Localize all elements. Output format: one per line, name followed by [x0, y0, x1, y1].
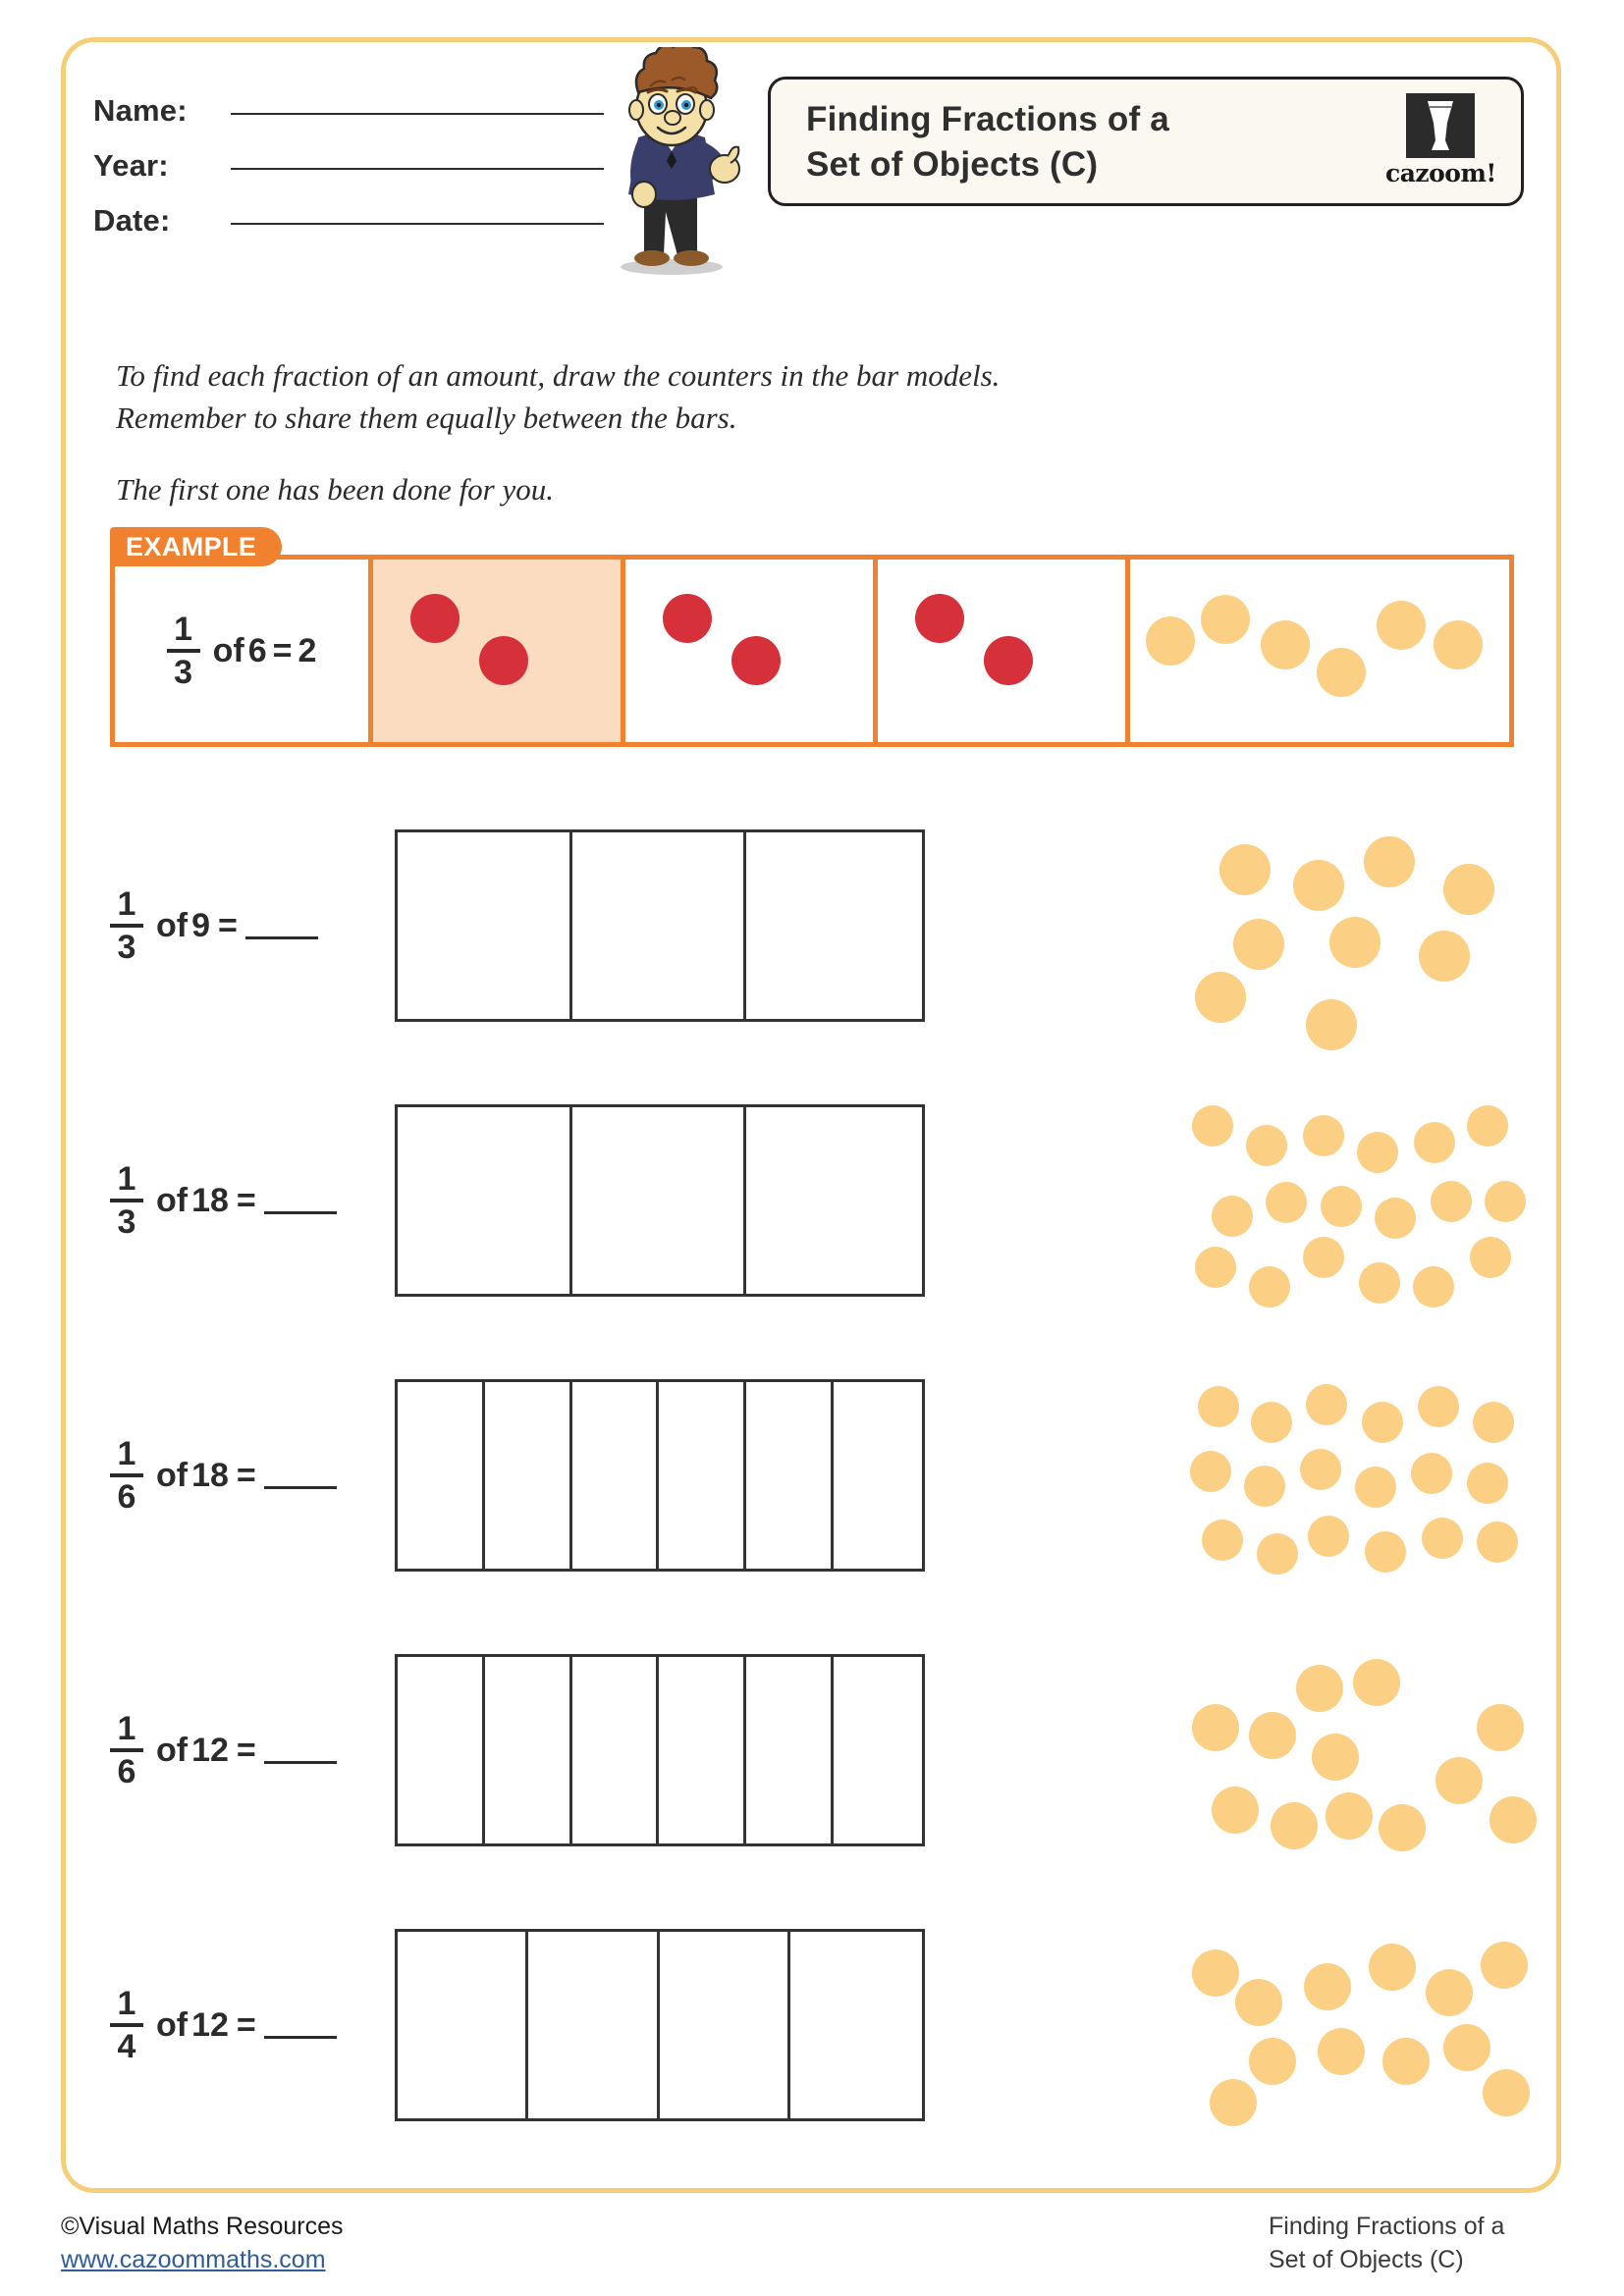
counter-dot: [1235, 1979, 1282, 2026]
question-4-bar-model[interactable]: [395, 1654, 925, 1846]
name-field-label: Name:: [93, 93, 188, 128]
question-4-denominator: 6: [117, 1752, 136, 1790]
question-1-denominator: 3: [117, 928, 136, 966]
question-1-counter-pool: [1190, 823, 1514, 1029]
question-2-of-word: of: [156, 1181, 189, 1219]
counter-dot: [1246, 1125, 1287, 1166]
counter-dot: [1249, 1712, 1296, 1759]
question-3-amount: 18: [191, 1456, 229, 1494]
question-3-answer-blank[interactable]: [264, 1486, 337, 1489]
cazoom-wordmark: cazoom!: [1385, 159, 1496, 187]
example-denominator: 3: [174, 653, 193, 691]
question-1-amount: 9: [191, 906, 211, 944]
counter-dot: [1304, 1963, 1351, 2010]
example-amount: 6: [247, 631, 267, 669]
counter-dot: [1201, 595, 1250, 644]
question-5-expression: [110, 1922, 375, 2128]
question-3-equals-sign: =: [236, 1456, 256, 1494]
counter-dot: [1249, 1266, 1290, 1308]
name-field-writing-line[interactable]: [231, 112, 604, 115]
counter-dot: [1357, 1132, 1398, 1173]
counter-dot: [1477, 1522, 1518, 1563]
example-fraction: [167, 613, 200, 689]
counter-dot: [1434, 620, 1483, 669]
example-of-word: of: [212, 631, 244, 669]
counter-dot: [1431, 1181, 1472, 1222]
counter-dot: [1233, 919, 1284, 970]
counter-dot: [1192, 1704, 1239, 1751]
question-row-2: [110, 1097, 1514, 1304]
question-2-bar-cell-2[interactable]: [572, 1107, 747, 1294]
worksheet-title-line1: Finding Fractions of a: [806, 100, 1169, 138]
question-5-denominator: 4: [117, 2027, 136, 2065]
counter-dot: [410, 594, 460, 643]
counter-dot: [915, 594, 964, 643]
question-5-bar-cell-2[interactable]: [528, 1932, 659, 2118]
question-4-bar-cell-2[interactable]: [485, 1657, 572, 1843]
question-3-fraction: [110, 1437, 143, 1514]
question-5-fraction: [110, 1987, 143, 2063]
question-4-of-word: of: [156, 1731, 189, 1769]
question-row-5: [110, 1922, 1514, 2128]
footer-left: [61, 2211, 344, 2277]
example-row: [110, 555, 1514, 747]
example-answer: 2: [298, 631, 317, 669]
example-tab-label: EXAMPLE: [110, 527, 282, 566]
question-3-bar-cell-5[interactable]: [746, 1382, 834, 1569]
example-equals-sign: =: [272, 631, 293, 669]
question-2-amount: 18: [191, 1181, 229, 1219]
counter-dot: [1192, 1949, 1239, 1997]
question-5-bar-model[interactable]: [395, 1929, 925, 2121]
question-2-expression: [110, 1097, 375, 1304]
counter-dot: [1414, 1122, 1455, 1163]
instruction-spacer: [116, 440, 1255, 469]
question-1-bar-cell-3[interactable]: [746, 832, 921, 1019]
counter-dot: [1379, 1804, 1426, 1851]
cazoom-hourglass-icon: [1406, 93, 1475, 158]
counter-dot: [1308, 1516, 1349, 1557]
counter-dot: [984, 636, 1033, 685]
counter-dot: [1317, 648, 1366, 697]
name-field-row: [93, 93, 604, 148]
counter-dot: [1467, 1105, 1508, 1147]
example-expression-cell: [115, 560, 373, 742]
counter-dot: [1257, 1533, 1298, 1575]
question-3-counter-pool: [1190, 1372, 1514, 1578]
question-3-bar-cell-3[interactable]: [572, 1382, 660, 1569]
counter-dot: [1212, 1196, 1253, 1237]
question-4-bar-cell-5[interactable]: [746, 1657, 834, 1843]
counter-dot: [1249, 2038, 1296, 2085]
counter-dot: [1483, 2069, 1530, 2116]
question-row-3: [110, 1372, 1514, 1578]
counter-dot: [1418, 1386, 1459, 1427]
counter-dot: [1426, 1969, 1473, 2016]
question-5-of-word: of: [156, 2005, 189, 2044]
question-4-bar-cell-4[interactable]: [659, 1657, 746, 1843]
counter-dot: [1195, 972, 1246, 1023]
question-5-answer-blank[interactable]: [264, 2036, 337, 2039]
question-5-numerator: 1: [117, 1985, 136, 2023]
question-1-of-word: of: [156, 906, 189, 944]
question-4-counter-pool: [1190, 1647, 1514, 1853]
footer-copyright: ©Visual Maths Resources: [61, 2213, 344, 2240]
counter-dot: [1146, 616, 1195, 666]
student-info-fields: [93, 93, 604, 258]
question-4-expression: [110, 1647, 375, 1853]
question-5-bar-cell-3[interactable]: [660, 1932, 790, 2118]
question-4-fraction: [110, 1712, 143, 1789]
question-2-bar-cell-1[interactable]: [398, 1107, 572, 1294]
counter-dot: [1326, 1792, 1373, 1840]
year-field-row: [93, 148, 604, 203]
question-4-bar-cell-6[interactable]: [834, 1657, 921, 1843]
instruction-line-2: Remember to share them equally between the bars.: [116, 400, 737, 435]
counter-dot: [1261, 620, 1310, 669]
counter-dot: [1413, 1266, 1454, 1308]
counter-dot: [1219, 844, 1271, 895]
question-1-expression: [110, 823, 375, 1029]
counter-dot: [1266, 1182, 1307, 1223]
instruction-line-1: To find each fraction of an amount, draw the counters in the bar models.: [116, 358, 1001, 393]
footer-title-line2: Set of Objects (C): [1269, 2245, 1464, 2273]
counter-dot: [1375, 1198, 1416, 1239]
counter-dot: [1422, 1518, 1463, 1559]
footer-right: [1269, 2211, 1563, 2277]
counter-dot: [1312, 1734, 1359, 1781]
example-counter-pool: [1130, 560, 1509, 742]
question-3-bar-cell-6[interactable]: [834, 1382, 921, 1569]
counter-dot: [1364, 836, 1415, 887]
question-5-equals-sign: =: [236, 2005, 256, 2044]
counter-dot: [1485, 1181, 1526, 1222]
question-5-amount: 12: [191, 2005, 229, 2044]
example-expression: [167, 613, 317, 689]
counter-dot: [1271, 1802, 1318, 1849]
example-bar-cell-2: [625, 560, 878, 742]
date-field-label: Date:: [93, 203, 171, 238]
counter-dot: [663, 594, 712, 643]
question-4-bar-cell-3[interactable]: [572, 1657, 660, 1843]
question-2-equals-sign: =: [236, 1181, 256, 1219]
counter-dot: [1355, 1467, 1396, 1508]
counter-dot: [1467, 1463, 1508, 1504]
question-row-4: [110, 1647, 1514, 1853]
instruction-line-3: The first one has been done for you.: [116, 471, 555, 507]
counter-dot: [1210, 2079, 1257, 2126]
question-1-bar-cell-2[interactable]: [572, 832, 747, 1019]
question-row-1: [110, 823, 1514, 1029]
counter-dot: [1365, 1531, 1406, 1573]
question-3-bar-cell-1[interactable]: [398, 1382, 485, 1569]
counter-dot: [1192, 1105, 1233, 1147]
example-block: [110, 532, 1514, 747]
counter-dot: [1296, 1665, 1343, 1712]
question-2-bar-model[interactable]: [395, 1104, 925, 1297]
counter-dot: [1362, 1402, 1403, 1443]
year-field-label: Year:: [93, 148, 169, 183]
counter-dot: [1411, 1453, 1452, 1494]
question-1-equals-sign: =: [218, 906, 238, 944]
counter-dot: [1293, 860, 1344, 911]
counter-dot: [1359, 1262, 1400, 1304]
year-field-writing-line[interactable]: [231, 167, 604, 170]
counter-dot: [1202, 1520, 1243, 1561]
counter-dot: [1477, 1704, 1524, 1751]
counter-dot: [1190, 1451, 1231, 1492]
counter-dot: [1382, 2038, 1430, 2085]
footer-title-line1: Finding Fractions of a: [1269, 2213, 1505, 2240]
question-3-denominator: 6: [117, 1477, 136, 1516]
worksheet-title: [806, 97, 1317, 187]
example-numerator: 1: [174, 611, 193, 649]
counter-dot: [1419, 931, 1470, 982]
question-1-bar-cell-1[interactable]: [398, 832, 572, 1019]
footer-website-link[interactable]: www.cazoommaths.com: [61, 2245, 326, 2273]
counter-dot: [479, 636, 528, 685]
question-5-counter-pool: [1190, 1922, 1514, 2128]
question-3-of-word: of: [156, 1456, 189, 1494]
question-4-answer-blank[interactable]: [264, 1761, 337, 1764]
counter-dot: [1318, 2028, 1365, 2075]
counter-dot: [1195, 1247, 1236, 1288]
counter-dot: [1303, 1115, 1344, 1156]
cartoon-boy-mascot-icon: [587, 47, 759, 278]
question-4-amount: 12: [191, 1731, 229, 1769]
counter-dot: [1377, 601, 1426, 650]
instructions-block: [116, 355, 1255, 510]
question-2-denominator: 3: [117, 1202, 136, 1241]
question-3-expression: [110, 1372, 375, 1578]
question-2-numerator: 1: [117, 1160, 136, 1199]
counter-dot: [1251, 1402, 1292, 1443]
example-bar-cell-3: [878, 560, 1130, 742]
question-1-fraction: [110, 887, 143, 964]
question-1-bar-model[interactable]: [395, 829, 925, 1022]
counter-dot: [1489, 1796, 1537, 1843]
question-2-bar-cell-3[interactable]: [746, 1107, 921, 1294]
counter-dot: [1443, 2024, 1490, 2071]
question-3-bar-cell-2[interactable]: [485, 1382, 572, 1569]
question-2-fraction: [110, 1162, 143, 1239]
question-5-bar-cell-4[interactable]: [790, 1932, 921, 2118]
question-3-numerator: 1: [117, 1435, 136, 1473]
counter-dot: [1443, 864, 1494, 915]
counter-dot: [1306, 999, 1357, 1050]
date-field-row: [93, 203, 604, 258]
question-3-bar-model[interactable]: [395, 1379, 925, 1572]
date-field-writing-line[interactable]: [231, 222, 604, 225]
counter-dot: [1481, 1942, 1528, 1989]
counter-dot: [1300, 1449, 1341, 1490]
counter-dot: [1470, 1237, 1511, 1278]
question-3-bar-cell-4[interactable]: [659, 1382, 746, 1569]
counter-dot: [731, 636, 781, 685]
question-4-equals-sign: =: [236, 1731, 256, 1769]
question-4-bar-cell-1[interactable]: [398, 1657, 485, 1843]
worksheet-title-box: [768, 77, 1524, 206]
counter-dot: [1369, 1944, 1416, 1991]
counter-dot: [1212, 1787, 1259, 1834]
counter-dot: [1329, 917, 1380, 968]
question-1-numerator: 1: [117, 885, 136, 924]
question-2-answer-blank[interactable]: [264, 1211, 337, 1214]
question-5-bar-cell-1[interactable]: [398, 1932, 528, 2118]
example-bar-cell-1: [373, 560, 625, 742]
question-4-numerator: 1: [117, 1710, 136, 1748]
cazoom-logo: [1385, 93, 1495, 195]
counter-dot: [1435, 1757, 1483, 1804]
counter-dot: [1303, 1237, 1344, 1278]
counter-dot: [1321, 1186, 1362, 1227]
question-2-counter-pool: [1190, 1097, 1514, 1304]
counter-dot: [1244, 1466, 1285, 1507]
counter-dot: [1353, 1659, 1400, 1706]
counter-dot: [1198, 1386, 1239, 1427]
counter-dot: [1306, 1384, 1347, 1425]
counter-dot: [1473, 1402, 1514, 1443]
question-1-answer-blank[interactable]: [245, 936, 318, 939]
worksheet-title-line2: Set of Objects (C): [806, 145, 1099, 185]
